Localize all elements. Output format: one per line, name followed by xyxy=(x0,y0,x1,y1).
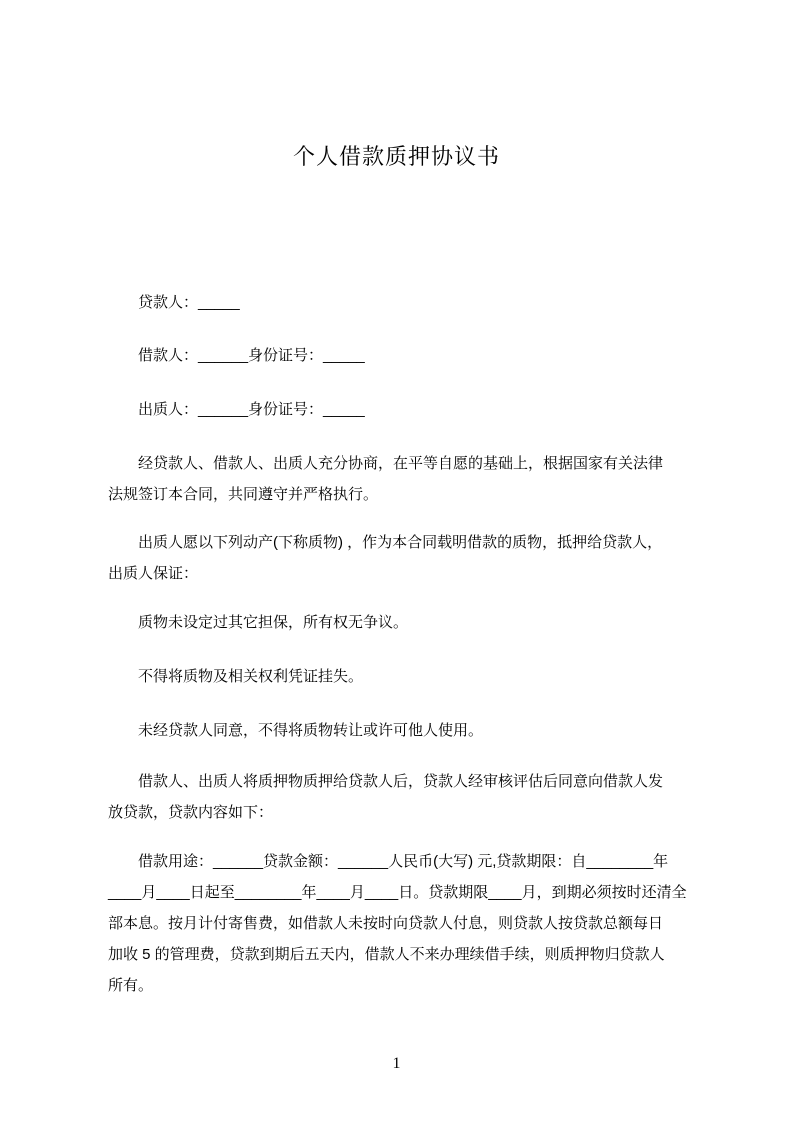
text-line: ____月____日起至________年____月____日。贷款期限____月，到期必须按时还清全 xyxy=(108,884,687,901)
guarantee-item-3 xyxy=(108,715,703,746)
text-line: 经贷款人、借款人、出质人充分协商，在平等自愿的基础上，根据国家有关法律 xyxy=(108,455,664,472)
text-line: 出质人：______身份证号：_____ xyxy=(108,401,365,418)
text-line: 借款用途：______贷款金额：______人民币(大写) 元,贷款期限：自________年 xyxy=(108,853,669,870)
lender-field xyxy=(108,287,703,318)
text-line: 部本息。按月计付寄售费，如借款人未按时向贷款人付息，则贷款人按贷款总额每日 xyxy=(108,915,664,932)
pledgor-field xyxy=(108,394,703,425)
text-line: 法规签订本合同，共同遵守并严格执行。 xyxy=(108,486,379,503)
text-line: 贷款人：_____ xyxy=(108,294,240,311)
agreement-preamble xyxy=(108,448,703,510)
text-line: 出质人保证： xyxy=(108,565,199,582)
document-title: 个人借款质押协议书 xyxy=(292,144,500,169)
text-line: 所有。 xyxy=(108,977,154,994)
text-line: 借款人、出质人将质押物质押给贷款人后，贷款人经审核评估后同意向借款人发 xyxy=(108,773,664,790)
text-line: 出质人愿以下列动产(下称质物) ，作为本合同载明借款的质物，抵押给贷款人， xyxy=(108,534,663,551)
text-line: 未经贷款人同意，不得将质物转让或许可他人使用。 xyxy=(108,722,484,739)
text-line: 借款人：______身份证号：_____ xyxy=(108,347,365,364)
pledge-statement xyxy=(108,527,703,589)
text-line: 质物未设定过其它担保，所有权无争议。 xyxy=(108,614,409,631)
page-number: 1 xyxy=(392,1055,401,1072)
guarantee-item-1 xyxy=(108,607,703,638)
text-line: 加收 5 的管理费，贷款到期后五天内，借款人不来办理续借手续，则质押物归贷款人 xyxy=(108,946,665,963)
text-line: 放贷款，贷款内容如下： xyxy=(108,804,274,821)
loan-terms xyxy=(108,846,703,1001)
guarantee-item-2 xyxy=(108,661,703,692)
borrower-field xyxy=(108,340,703,371)
text-line: 不得将质物及相关权利凭证挂失。 xyxy=(108,668,364,685)
loan-grant-statement xyxy=(108,766,703,828)
